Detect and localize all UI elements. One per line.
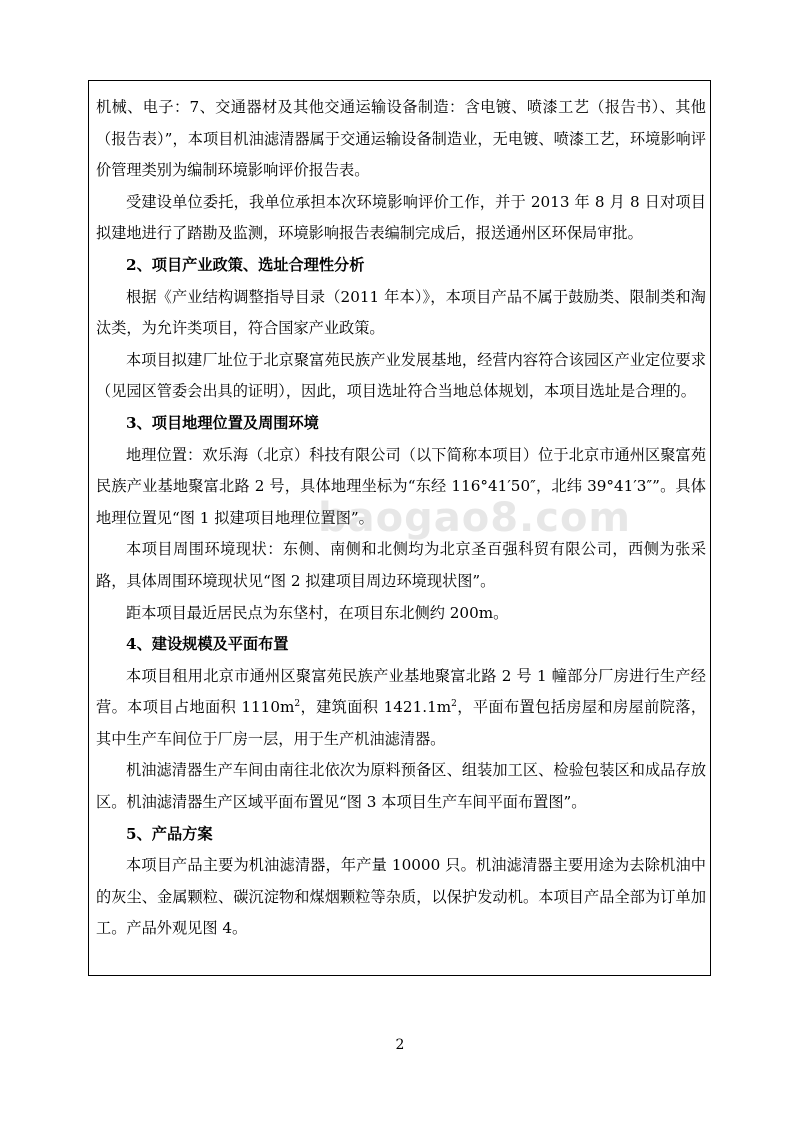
paragraph-8-part-b: ，建筑面积 1421.1m (300, 698, 452, 717)
section-heading-2: 2、项目产业政策、选址合理性分析 (126, 255, 365, 274)
paragraph-1: 机械、电子：7、交通器材及其他交通运输设备制造：含电镀、喷漆工艺（报告书）、其他（报告表）”，本项目机油滤清器属于交通运输设备制造业，无电镀、喷漆工艺，环境影响评价管理类别为编制环境影响评价报告表。 (96, 98, 706, 180)
paragraph-8-part-a: 本项目租用北京市通州区聚富苑民族产业基地聚富北路 2 号 1 幢部分厂房进行生产经营。本项目占地面积 1110m (96, 666, 706, 717)
paragraph-3: 根据《产业结构调整指导目录（2011 年本）》，本项目产品不属于鼓励类、限制类和淘汰类，为允许类项目，符合国家产业政策。 (96, 287, 706, 338)
paragraph-4: 本项目拟建厂址位于北京聚富苑民族产业发展基地，经营内容符合该园区产业定位要求（见园区管委会出具的证明），因此，项目选址符合当地总体规划，本项目选址是合理的。 (96, 350, 706, 401)
paragraph-2: 受建设单位委托，我单位承担本次环境影响评价工作，并于 2013 年 8 月 8 日对项目拟建地进行了踏勘及监测，环境影响报告表编制完成后，报送通州区环保局审批。 (96, 192, 706, 243)
superscript-2-b: 2 (451, 699, 457, 710)
page-number: 2 (395, 1037, 405, 1053)
paragraph-9: 机油滤清器生产车间由南往北依次为原料预备区、组装加工区、检验包装区和成品存放区。机油滤清器生产区域平面布置见“图 3 本项目生产车间平面布置图”。 (96, 761, 706, 812)
paragraph-5: 地理位置：欢乐海（北京）科技有限公司（以下简称本项目）位于北京市通州区聚富苑民族产业基地聚富北路 2 号，具体地理坐标为“东经 116°41′50″，北纬 39°41′3″”。具体地理位置见“图 1 拟建项目地理位置图”。 (96, 445, 706, 527)
section-heading-3: 3、项目地理位置及周围环境 (126, 413, 319, 432)
watermark: baogao8.com (318, 495, 632, 541)
section-heading-4: 4、建设规模及平面布置 (126, 635, 289, 654)
superscript-2-a: 2 (294, 699, 301, 710)
section-heading-5: 5、产品方案 (126, 824, 213, 843)
paragraph-6: 本项目周围环境现状：东侧、南侧和北侧均为北京圣百强科贸有限公司，西侧为张采路，具体周围环境现状见“图 2 拟建项目周边环境现状图”。 (96, 540, 706, 590)
paragraph-10: 本项目产品主要为机油滤清器，年产量 10000 只。机油滤清器主要用途为去除机油中的灰尘、金属颗粒、碳沉淀物和煤烟颗粒等杂质，以保护发动机。本项目产品全部为订单加工。产品外观见图 4。 (96, 856, 706, 938)
paragraph-7: 距本项目最近居民点为东垡村，在项目东北侧约 200m。 (126, 603, 509, 622)
paragraph-8-part-c: ，平面布置包括房屋和房屋前院落，其中生产车间位于厂房一层，用于生产机油滤清器。 (96, 698, 707, 748)
paragraph-8 (96, 661, 706, 756)
